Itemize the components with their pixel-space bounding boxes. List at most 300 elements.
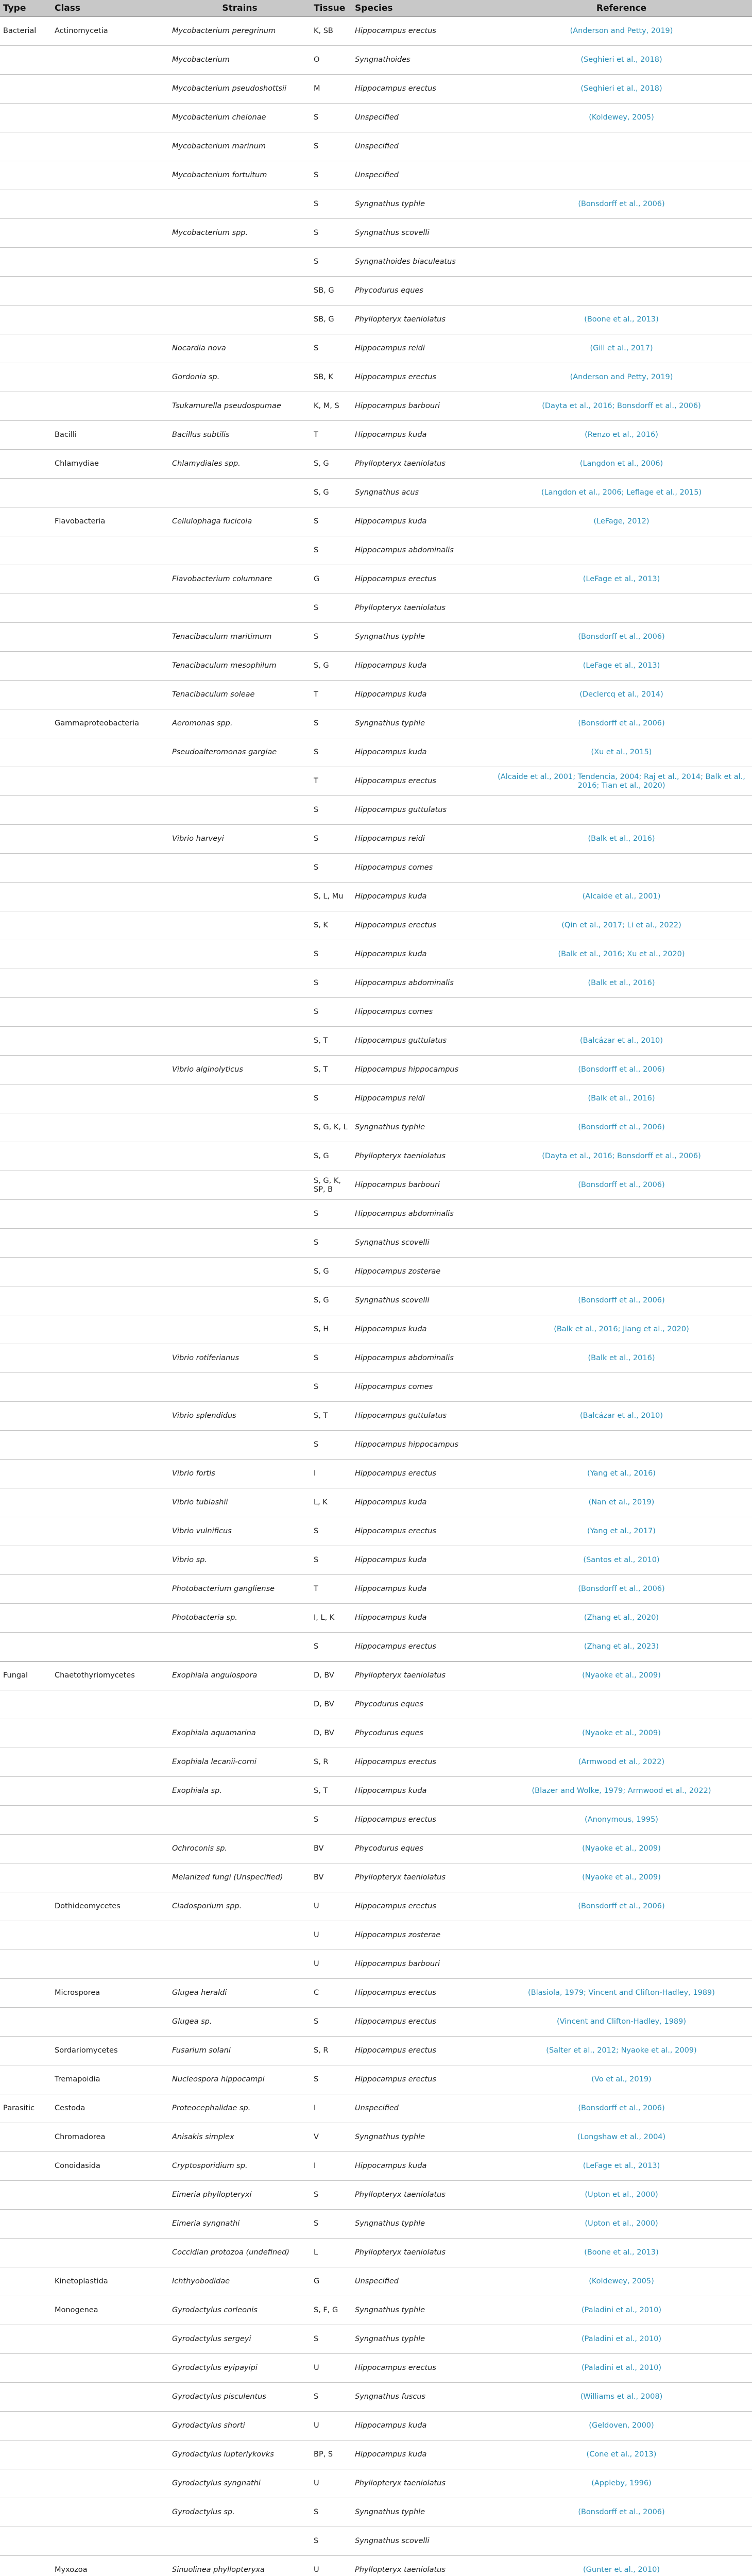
cell-type — [0, 1460, 52, 1488]
table-row — [0, 1719, 752, 1748]
cell-reference[interactable]: (Salter et al., 2012; Nyaoke et al., 2009) — [546, 2046, 697, 2055]
cell-class — [52, 1142, 169, 1171]
cell-species: Hippocampus kuda — [355, 662, 427, 670]
cell-class — [52, 2498, 169, 2527]
cell-reference[interactable]: (Boone et al., 2013) — [584, 315, 659, 324]
cell-tissue: D, BV — [314, 1729, 334, 1737]
table-row — [0, 1575, 752, 1604]
cell-reference[interactable]: (Balk et al., 2016) — [588, 979, 655, 987]
cell-reference[interactable]: (Bonsdorff et al., 2006) — [578, 2508, 665, 2516]
cell-type — [0, 652, 52, 681]
cell-strains: Vibrio tubiashii — [172, 1498, 228, 1506]
table-row — [0, 1892, 752, 1921]
cell-class — [52, 1575, 169, 1604]
cell-species: Phyllopteryx taeniolatus — [355, 604, 446, 612]
cell-strains: Mycobacterium peregrinum — [169, 17, 311, 46]
cell-reference[interactable]: (Bonsdorff et al., 2006) — [578, 1902, 665, 1910]
cell-strains — [169, 940, 311, 969]
cell-tissue: S — [314, 142, 319, 150]
cell-type: Parasitic — [0, 2094, 52, 2123]
table-row — [0, 248, 752, 277]
cell-reference[interactable]: (Cone et al., 2013) — [586, 2450, 657, 2459]
cell-type — [0, 738, 52, 767]
table-row — [0, 219, 752, 248]
cell-reference[interactable]: (Nyaoke et al., 2009) — [582, 1844, 661, 1853]
cell-reference[interactable]: (Nyaoke et al., 2009) — [582, 1729, 661, 1737]
cell-species: Unspecified — [352, 2094, 491, 2123]
cell-class: Chlamydiae — [55, 460, 99, 468]
cell-type — [0, 1633, 52, 1662]
cell-species: Syngnathus acus — [355, 488, 419, 497]
cell-reference — [491, 1431, 752, 1460]
cell-reference[interactable]: (Seghieri et al., 2018) — [580, 56, 662, 64]
cell-strains: Vibrio splendidus — [172, 1412, 236, 1420]
cell-reference[interactable]: (Renzo et al., 2016) — [585, 431, 658, 439]
cell-reference[interactable]: (Langdon et al., 2006; Leflage et al., 2015) — [541, 488, 702, 497]
cell-class — [52, 1488, 169, 1517]
cell-type — [0, 2065, 52, 2094]
cell-species: Hippocampus erectus — [355, 1642, 436, 1651]
cell-class — [52, 1950, 169, 1979]
cell-strains: Photobacterium gangliense — [172, 1585, 275, 1593]
cell-strains: Gyrodactylus pisculentus — [172, 2393, 266, 2401]
cell-tissue: S — [314, 719, 319, 727]
cell-strains: Gyrodactylus corleonis — [172, 2306, 258, 2314]
cell-reference[interactable]: (Upton et al., 2000) — [585, 2191, 658, 2199]
cell-species: Phycodurus eques — [355, 1700, 423, 1708]
cell-class — [52, 1402, 169, 1431]
cell-type — [0, 1950, 52, 1979]
cell-reference[interactable]: (Nyaoke et al., 2009) — [582, 1873, 661, 1882]
cell-reference[interactable]: (Balk et al., 2016) — [588, 835, 655, 843]
cell-tissue: S — [314, 2508, 319, 2516]
cell-class — [52, 1777, 169, 1806]
cell-species: Hippocampus zosterae — [355, 1267, 441, 1276]
cell-reference[interactable]: (Xu et al., 2015) — [591, 748, 652, 756]
cell-species: Hippocampus erectus — [355, 2364, 436, 2372]
cell-tissue: S — [314, 950, 319, 958]
cell-class — [52, 1604, 169, 1633]
cell-strains: Exophiala lecanii-corni — [172, 1758, 257, 1766]
cell-tissue: S, R — [314, 1758, 329, 1766]
cell-class — [52, 1835, 169, 1863]
cell-reference[interactable]: (Balk et al., 2016) — [588, 1094, 655, 1103]
cell-species: Hippocampus abdominalis — [355, 979, 454, 987]
cell-reference[interactable]: (LeFage et al., 2013) — [583, 2162, 660, 2170]
cell-reference[interactable]: (Bonsdorff et al., 2006) — [491, 2094, 752, 2123]
cell-type — [0, 190, 52, 219]
cell-species: Hippocampus reidi — [355, 344, 425, 352]
cell-species: Syngnathus typhle — [355, 2508, 425, 2516]
cell-reference — [491, 1200, 752, 1229]
cell-strains: Bacillus subtilis — [172, 431, 230, 439]
cell-type: Fungal — [0, 1662, 52, 1690]
cell-type — [0, 75, 52, 104]
cell-type — [0, 1431, 52, 1460]
cell-reference[interactable]: (Balk et al., 2016; Xu et al., 2020) — [558, 950, 685, 958]
cell-reference[interactable]: (Anderson and Petty, 2019) — [570, 373, 673, 381]
cell-strains: Gyrodactylus lupterlykovks — [172, 2450, 274, 2459]
cell-strains: Glugea sp. — [172, 2018, 212, 2026]
table-row — [0, 623, 752, 652]
cell-class — [52, 536, 169, 565]
cell-reference[interactable]: (Alcaide et al., 2001) — [582, 892, 661, 901]
cell-class — [52, 1344, 169, 1373]
cell-strains: Gyrodactylus sergeyi — [172, 2335, 251, 2343]
table-row — [0, 2181, 752, 2210]
cell-class — [52, 1806, 169, 1835]
cell-type — [0, 2037, 52, 2065]
table-row — [0, 2239, 752, 2267]
cell-reference[interactable]: (Balk et al., 2016) — [588, 1354, 655, 1362]
cell-tissue: S, G, K, SP, B — [314, 1176, 341, 1194]
cell-class — [52, 277, 169, 306]
cell-type — [0, 998, 52, 1027]
cell-type: Bacterial — [0, 17, 52, 46]
header-reference: Reference — [491, 0, 752, 17]
cell-reference[interactable]: (Geldoven, 2000) — [589, 2421, 654, 2430]
table-row — [0, 854, 752, 883]
cell-tissue: S — [314, 2537, 319, 2545]
header-species: Species — [352, 0, 491, 17]
table-row — [0, 2556, 752, 2576]
cell-species: Syngnathus typhle — [355, 2219, 425, 2228]
cell-tissue: BV — [314, 1844, 324, 1853]
cell-reference — [491, 594, 752, 623]
cell-reference[interactable]: (Balcázar et al., 2010) — [580, 1037, 663, 1045]
table-row — [0, 2065, 752, 2094]
table-row — [0, 1921, 752, 1950]
cell-tissue: S — [314, 2335, 319, 2343]
cell-class — [52, 1460, 169, 1488]
cell-species: Syngnathoides — [355, 56, 411, 64]
cell-reference[interactable]: (Upton et al., 2000) — [585, 2219, 658, 2228]
table-row — [0, 1488, 752, 1517]
cell-type — [0, 969, 52, 998]
cell-strains — [169, 1950, 311, 1979]
cell-type — [0, 2123, 52, 2152]
cell-species: Hippocampus barbouri — [355, 1181, 440, 1189]
cell-class — [52, 2008, 169, 2037]
cell-class: Actinomycetia — [52, 17, 169, 46]
table-row — [0, 2469, 752, 2498]
cell-species: Hippocampus kuda — [355, 2450, 427, 2459]
cell-species: Syngnathus typhle — [355, 633, 425, 641]
cell-type — [0, 1517, 52, 1546]
table-row — [0, 2094, 752, 2123]
cell-strains — [169, 1431, 311, 1460]
header-class: Class — [52, 0, 169, 17]
cell-class — [52, 1748, 169, 1777]
cell-type — [0, 1402, 52, 1431]
header-strains: Strains — [169, 0, 311, 17]
cell-tissue: S, G — [314, 1296, 329, 1304]
cell-strains: Mycobacterium pseudoshottsii — [172, 84, 287, 93]
cell-species: Hippocampus kuda — [355, 892, 427, 901]
cell-tissue: S — [314, 1556, 319, 1564]
cell-tissue: BV — [314, 1873, 324, 1882]
cell-reference[interactable]: (Bonsdorff et al., 2006) — [578, 200, 665, 208]
cell-tissue: S, G — [314, 662, 329, 670]
cell-species: Syngnathus typhle — [355, 200, 425, 208]
cell-type — [0, 132, 52, 161]
cell-strains — [169, 1286, 311, 1315]
cell-reference[interactable]: (Paladini et al., 2010) — [581, 2306, 662, 2314]
table-row — [0, 1200, 752, 1229]
cell-type — [0, 1575, 52, 1604]
cell-strains — [169, 594, 311, 623]
cell-reference[interactable]: (Gunter et al., 2010) — [583, 2566, 660, 2574]
cell-class — [52, 1286, 169, 1315]
cell-species: Hippocampus erectus — [355, 2075, 436, 2083]
cell-type — [0, 1200, 52, 1229]
cell-reference — [491, 1921, 752, 1950]
cell-strains — [169, 796, 311, 825]
cell-species: Hippocampus kuda — [355, 690, 427, 699]
cell-type — [0, 450, 52, 479]
cell-type — [0, 1863, 52, 1892]
cell-tissue: S — [314, 1354, 319, 1362]
cell-species: Hippocampus erectus — [355, 1816, 436, 1824]
cell-reference[interactable]: (Blazer and Wolke, 1979; Armwood et al., 2022) — [532, 1787, 711, 1795]
cell-tissue: S — [314, 344, 319, 352]
cell-reference[interactable]: (Appleby, 1996) — [591, 2479, 652, 2487]
header-tissue: Tissue — [311, 0, 352, 17]
cell-reference[interactable]: (Koldewey, 2005) — [589, 113, 654, 122]
cell-tissue: S — [314, 1383, 319, 1391]
table-row — [0, 507, 752, 536]
cell-type — [0, 2267, 52, 2296]
table-row — [0, 479, 752, 507]
cell-class — [52, 2383, 169, 2412]
cell-tissue: L, K — [314, 1498, 328, 1506]
cell-reference[interactable]: (Bonsdorff et al., 2006) — [578, 633, 665, 641]
cell-strains — [169, 1171, 311, 1200]
cell-class — [52, 1229, 169, 1258]
cell-class — [52, 1431, 169, 1460]
cell-type — [0, 507, 52, 536]
header-type: Type — [0, 0, 52, 17]
table-row — [0, 2267, 752, 2296]
cell-reference[interactable]: (Bonsdorff et al., 2006) — [578, 1585, 665, 1593]
cell-type — [0, 594, 52, 623]
cell-class: Sordariomycetes — [55, 2046, 118, 2055]
cell-strains — [169, 1690, 311, 1719]
cell-species: Hippocampus erectus — [355, 777, 436, 785]
cell-species: Syngnathus fuscus — [355, 2393, 426, 2401]
table-row — [0, 1113, 752, 1142]
table-row — [0, 1806, 752, 1835]
cell-tissue: M — [314, 84, 320, 93]
cell-reference[interactable]: (Bonsdorff et al., 2006) — [578, 719, 665, 727]
cell-type — [0, 2412, 52, 2441]
cell-reference[interactable]: (LeFage, 2012) — [593, 517, 650, 526]
cell-type — [0, 2296, 52, 2325]
cell-class — [52, 2441, 169, 2469]
cell-reference[interactable]: (Santos et al., 2010) — [583, 1556, 660, 1564]
cell-species: Hippocampus kuda — [355, 517, 427, 526]
cell-strains: Cladosporium spp. — [172, 1902, 242, 1910]
cell-class — [52, 911, 169, 940]
cell-tissue: S, T — [314, 1412, 328, 1420]
cell-strains: Gyrodactylus sp. — [172, 2508, 235, 2516]
cell-tissue: S — [314, 1816, 319, 1824]
cell-type — [0, 2527, 52, 2556]
table-row — [0, 1950, 752, 1979]
cell-type — [0, 1113, 52, 1142]
cell-species: Hippocampus guttulatus — [355, 1412, 447, 1420]
cell-species: Hippocampus erectus — [355, 1902, 436, 1910]
cell-class — [52, 1315, 169, 1344]
cell-strains: Vibrio vulnificus — [172, 1527, 232, 1535]
cell-class — [52, 219, 169, 248]
cell-species: Phyllopteryx taeniolatus — [355, 1152, 446, 1160]
cell-strains — [169, 1229, 311, 1258]
cell-strains: Proteocephalidae sp. — [169, 2094, 311, 2123]
cell-type — [0, 911, 52, 940]
cell-reference[interactable]: (Anderson and Petty, 2019) — [491, 17, 752, 46]
cell-strains — [169, 190, 311, 219]
cell-reference[interactable]: (Bonsdorff et al., 2006) — [578, 1123, 665, 1131]
cell-tissue: S — [314, 546, 319, 554]
cell-tissue: S — [314, 1239, 319, 1247]
cell-type — [0, 1835, 52, 1863]
cell-reference[interactable]: (Yang et al., 2016) — [587, 1469, 656, 1478]
cell-reference[interactable]: (Balcázar et al., 2010) — [580, 1412, 663, 1420]
cell-type — [0, 104, 52, 132]
cell-class — [52, 46, 169, 75]
cell-strains: Exophiala angulospora — [169, 1662, 311, 1690]
cell-reference[interactable]: (Balk et al., 2016; Jiang et al., 2020) — [554, 1325, 689, 1333]
cell-strains: Eimeria phyllopteryxi — [172, 2191, 252, 2199]
cell-class — [52, 738, 169, 767]
table-row — [0, 1979, 752, 2008]
cell-tissue: T — [314, 431, 318, 439]
cell-species: Phycodurus eques — [355, 1844, 423, 1853]
cell-reference[interactable]: (Nan et al., 2019) — [588, 1498, 655, 1506]
cell-class — [52, 1056, 169, 1084]
table-row — [0, 277, 752, 306]
cell-strains: Tenacibaculum soleae — [172, 690, 255, 699]
cell-strains: Pseudoalteromonas gargiae — [172, 748, 277, 756]
cell-species: Unspecified — [355, 113, 399, 122]
cell-reference[interactable]: (LeFage et al., 2013) — [583, 662, 660, 670]
cell-reference[interactable]: (Langdon et al., 2006) — [579, 460, 663, 468]
table-row — [0, 2037, 752, 2065]
table-row — [0, 767, 752, 796]
cell-reference — [491, 277, 752, 306]
cell-reference — [491, 796, 752, 825]
cell-type — [0, 565, 52, 594]
cell-reference[interactable]: (Boone et al., 2013) — [584, 2248, 659, 2257]
cell-type — [0, 623, 52, 652]
cell-species: Syngnathus typhle — [355, 2335, 425, 2343]
cell-type — [0, 825, 52, 854]
cell-type — [0, 2181, 52, 2210]
cell-class — [52, 767, 169, 796]
table-row — [0, 2354, 752, 2383]
cell-reference[interactable]: (Vincent and Clifton-Hadley, 1989) — [556, 2018, 687, 2026]
cell-reference[interactable]: (Blasiola, 1979; Vincent and Clifton-Hadley, 1989) — [528, 1989, 715, 1997]
cell-type — [0, 681, 52, 709]
cell-class — [52, 1517, 169, 1546]
table-row — [0, 1460, 752, 1488]
cell-strains — [169, 998, 311, 1027]
cell-tissue: S, L, Mu — [314, 892, 344, 901]
cell-reference[interactable]: (Alcaide et al., 2001; Tendencia, 2004; Raj et al., 2014; Balk et al., 2016; Tian et al., 2020) — [498, 772, 745, 790]
cell-reference[interactable]: (Zhang et al., 2023) — [584, 1642, 659, 1651]
cell-species: Hippocampus barbouri — [355, 402, 440, 410]
cell-reference[interactable]: (Williams et al., 2008) — [580, 2393, 663, 2401]
cell-strains — [169, 1258, 311, 1286]
cell-reference[interactable]: (Zhang et al., 2020) — [584, 1614, 659, 1622]
cell-reference[interactable]: (Declercq et al., 2014) — [579, 690, 663, 699]
cell-type — [0, 1229, 52, 1258]
cell-species: Phyllopteryx taeniolatus — [355, 2191, 446, 2199]
cell-reference[interactable]: (Dayta et al., 2016; Bonsdorff et al., 2006) — [542, 402, 701, 410]
table-row — [0, 1662, 752, 1690]
cell-strains — [169, 767, 311, 796]
cell-species: Hippocampus kuda — [355, 1325, 427, 1333]
cell-strains: Vibrio harveyi — [172, 835, 224, 843]
cell-species: Hippocampus erectus — [355, 1469, 436, 1478]
cell-reference[interactable]: (Gill et al., 2017) — [590, 344, 653, 352]
cell-reference[interactable]: (Qin et al., 2017; Li et al., 2022) — [561, 921, 681, 929]
cell-reference[interactable]: (Bonsdorff et al., 2006) — [578, 1065, 665, 1074]
cell-reference[interactable]: (Anonymous, 1995) — [585, 1816, 658, 1824]
table-row — [0, 1056, 752, 1084]
cell-species: Syngnathus typhle — [355, 2133, 425, 2141]
cell-tissue: S — [314, 229, 319, 237]
cell-tissue: S, T — [314, 1065, 328, 1074]
table-row — [0, 1863, 752, 1892]
cell-type — [0, 248, 52, 277]
table-row — [0, 75, 752, 104]
cell-type — [0, 1171, 52, 1200]
cell-reference[interactable]: (Paladini et al., 2010) — [581, 2364, 662, 2372]
cell-reference[interactable]: (Bonsdorff et al., 2006) — [578, 1296, 665, 1304]
cell-type — [0, 277, 52, 306]
cell-reference[interactable]: (Bonsdorff et al., 2006) — [578, 1181, 665, 1189]
cell-tissue: S — [314, 1440, 319, 1449]
cell-class — [52, 1863, 169, 1892]
cell-species: Hippocampus abdominalis — [355, 1354, 454, 1362]
table-row — [0, 1690, 752, 1719]
table-row — [0, 2412, 752, 2441]
cell-reference[interactable]: (LeFage et al., 2013) — [583, 575, 660, 583]
table-row — [0, 392, 752, 421]
cell-tissue: S — [314, 2219, 319, 2228]
cell-class — [52, 1258, 169, 1286]
cell-reference[interactable]: (Armwood et al., 2022) — [578, 1758, 665, 1766]
cell-class: Gammaproteobacteria — [55, 719, 139, 727]
cell-class: Cestoda — [52, 2094, 169, 2123]
cell-reference[interactable]: (Yang et al., 2017) — [587, 1527, 656, 1535]
cell-tissue: SB, G — [314, 286, 334, 295]
cell-reference[interactable]: (Nyaoke et al., 2009) — [491, 1662, 752, 1690]
cell-reference[interactable]: (Seghieri et al., 2018) — [580, 84, 662, 93]
cell-reference[interactable]: (Vo et al., 2019) — [591, 2075, 652, 2083]
cell-reference[interactable]: (Longshaw et al., 2004) — [577, 2133, 666, 2141]
cell-reference[interactable]: (Dayta et al., 2016; Bonsdorff et al., 2006) — [542, 1152, 701, 1160]
table-row — [0, 132, 752, 161]
cell-tissue: SB, G — [314, 315, 334, 324]
cell-type — [0, 2383, 52, 2412]
cell-class — [52, 190, 169, 219]
table-row — [0, 46, 752, 75]
cell-reference[interactable]: (Koldewey, 2005) — [589, 2277, 654, 2285]
cell-reference[interactable]: (Paladini et al., 2010) — [581, 2335, 662, 2343]
